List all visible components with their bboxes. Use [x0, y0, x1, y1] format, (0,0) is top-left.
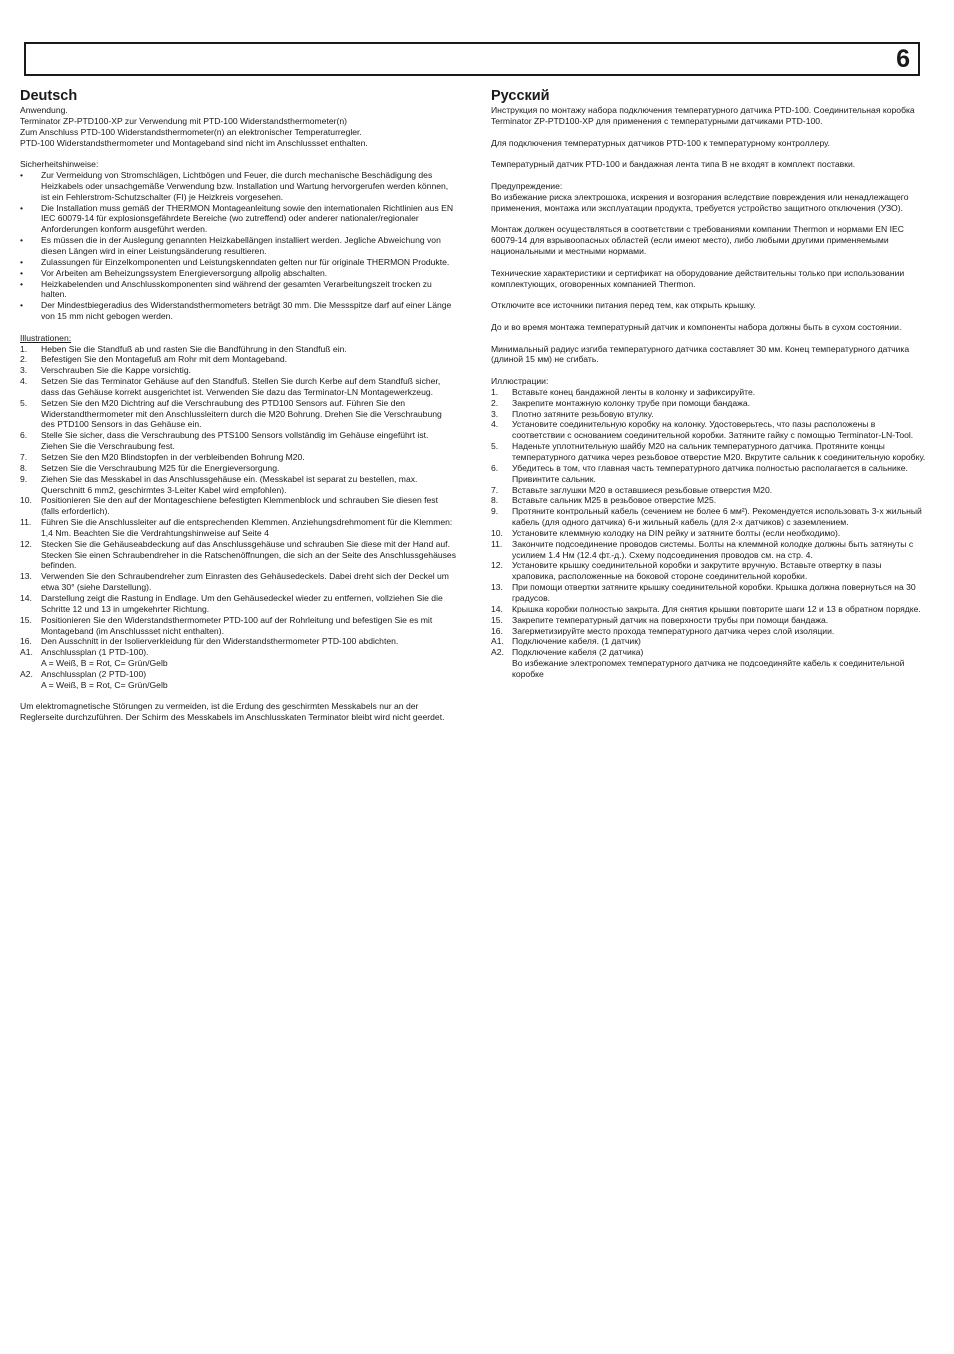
- list-text: Установите клеммную колодку на DIN рейку и затяните болты (если необходимо).: [512, 527, 841, 538]
- ru-paragraph: Монтаж должен осуществляться в соответствии с требованиями компании Thermon и нормами EN IEC 60079-14 для взрывоопасных областей (если имеют место), либо любыми другими применяемыми национальными и местными нормами.: [491, 224, 904, 256]
- ru-illustration-item: [491, 582, 927, 604]
- list-marker: 7.: [20, 452, 28, 462]
- list-marker: 1.: [20, 343, 28, 354]
- list-marker: 6.: [20, 430, 28, 441]
- illustration-item: [20, 593, 456, 615]
- list-marker: •: [20, 170, 24, 181]
- list-text: Подключение кабеля (2 датчика): [512, 647, 644, 658]
- list-text: Der Mindestbiegeradius des Widerstandsthermometers beträgt 30 mm. Die Messspitze darf auf einer Länge von 15 mm nicht gebogen werden.: [41, 300, 452, 322]
- list-text: Закончите подсоединение проводов системы. Болты на клеммной колодке должны быть затянуты с усилием 1.4 Нм (12.4 фт.-д.). Схему подсоединения проводов см. на стр. 4.: [512, 538, 914, 560]
- ru-illustration-item: [491, 539, 927, 561]
- safety-item: [20, 268, 456, 279]
- intro-line: Terminator ZP-PTD100-XP zur Verwendung mit PTD-100 Widerstandsthermometer(n): [20, 115, 347, 126]
- list-text: Ziehen Sie das Messkabel in das Anschlussgehäuse ein. (Messkabel ist separat zu bestellen, max. Querschnitt 6 mm2, geschirmtes 3-Leiter Kabel wird empfohlen).: [41, 473, 418, 495]
- list-text: Anschlussplan (1 PTD-100).: [41, 647, 149, 658]
- ru-paragraph: Предупреждение: Во избежание риска электрошока, искрения и возгорания вследствие повреждения или ненадлежащего применения, монтажа или эксплуатации продукта, требуется устройство защитного отключения (УЗО).: [491, 180, 909, 213]
- list-marker: •: [20, 267, 24, 278]
- list-text: Плотно затяните резьбовую втулку.: [512, 408, 654, 419]
- list-marker: 5.: [491, 441, 499, 452]
- illustration-item: [20, 539, 456, 572]
- safety-item: [20, 235, 456, 257]
- ru-illustration-item: [491, 615, 927, 626]
- illustration-item: [20, 463, 456, 474]
- list-text: Закрепите температурный датчик на поверхности трубы при помощи бандажа.: [512, 614, 829, 625]
- list-text: Den Ausschnitt in der Isolierverkleidung für den Widerstandsthermometer PTD-100 abdichten.: [41, 636, 399, 647]
- illustration-item: [20, 398, 456, 431]
- list-text: Positionieren Sie den auf der Montageschiene befestigten Klemmenblock und schrauben Sie diesen fest (falls erforderlich).: [41, 495, 438, 517]
- list-marker: 13.: [20, 571, 32, 582]
- page-number: 6: [896, 45, 910, 73]
- list-text: Setzen Sie die Verschraubung M25 für die Energieversorgung.: [41, 462, 280, 473]
- intro-line: PTD-100 Widerstandsthermometer und Montageband sind nicht im Anschlussset enthalten.: [20, 137, 368, 148]
- russian-column: [491, 87, 927, 680]
- safety-item: [20, 300, 456, 322]
- list-text: Heben Sie die Standfuß ab und rasten Sie die Bandführung in den Standfuß ein.: [41, 343, 347, 354]
- ru-paragraph: Отключите все источники питания перед тем, как открыть крышку.: [491, 300, 756, 311]
- list-marker: 11.: [20, 517, 32, 528]
- ru-illustration-item: [491, 495, 927, 506]
- safety-item: [20, 203, 456, 236]
- list-marker: 6.: [491, 462, 499, 473]
- list-text: Протяните контрольный кабель (сечением не более 6 мм²). Рекомендуется использовать 3-х жильный кабель (для одного датчика) 6-и жильный кабель (для 2-х датчиков) с заземлением.: [512, 506, 922, 528]
- list-text: Vor Arbeiten am Beheizungssystem Energieversorgung allpolig abschalten.: [41, 267, 328, 278]
- list-text: Setzen Sie den M20 Blindstopfen in der verbleibenden Bohrung M20.: [41, 452, 305, 462]
- ru-paragraph: Для подключения температурных датчиков PTD-100 к температурному контроллеру.: [491, 137, 830, 148]
- list-marker: 15.: [20, 614, 32, 625]
- safety-list: [20, 170, 456, 322]
- list-text: Stelle Sie sicher, dass die Verschraubung des PTS100 Sensors vollständig im Gehäuse eingeführt ist. Ziehen Sie die Verschraubung fest.: [41, 430, 429, 452]
- list-text: Во избежание электропомех температурного датчика не подсоединяйте кабель к соединительной коробке: [512, 658, 905, 679]
- page-header-box: [24, 42, 920, 76]
- list-text: Darstellung zeigt die Rastung in Endlage. Um den Gehäusedeckel wieder zu entfernen, vollziehen Sie die Schritte 12 und 13 in umgekehrter Richtung.: [41, 592, 443, 614]
- illustration-item: [20, 658, 456, 669]
- illustration-item: [20, 669, 456, 680]
- illustrations-heading: Illustrationen:: [20, 332, 72, 343]
- list-marker: 3.: [20, 365, 28, 376]
- list-marker: 9.: [20, 473, 28, 484]
- list-text: Вставьте заглушки M20 в оставшиеся резьбовые отверстия M20.: [512, 484, 773, 495]
- list-text: Setzen Sie das Terminator Gehäuse auf den Standfuß. Stellen Sie durch Kerbe auf dem Standfuß sicher, dass das Gehäuse korrekt ausgerichtet ist. Verwenden Sie dazu das Terminator-LN Montagewerkzeug.: [41, 376, 441, 397]
- list-marker: A1.: [20, 647, 33, 658]
- russian-title: Русский: [491, 88, 550, 104]
- list-text: Крышка коробки полностью закрыта. Для снятия крышки повторите шаги 12 и 13 в обратном порядке.: [512, 603, 921, 614]
- list-text: Setzen Sie den M20 Dichtring auf die Verschraubung des PTD100 Sensors auf. Führen Sie den Widerstandthermometer mit den Anschlussleitern durch die M20 Bohrung. Drehen Sie die Verschraubung des PTD100 Sensors in das Gehäuse ein.: [41, 397, 442, 430]
- ru-illustration-item: [491, 398, 927, 409]
- list-text: Zur Vermeidung von Stromschlägen, Lichtbögen und Feuer, die durch mechanische Beschädigung des Heizkabels oder unsachgemäße Verwendung bzw. Installation und Wartung hervorgerufen werden können, ist ein Fehlerstrom-Schutzschalter (FI) je Heizkreis vorgesehen.: [41, 170, 449, 202]
- list-marker: 16.: [20, 636, 32, 647]
- list-marker: 2.: [20, 354, 28, 365]
- ru-paragraph: До и во время монтажа температурный датчик и компоненты набора должны быть в сухом состоянии.: [491, 321, 902, 332]
- list-marker: 12.: [20, 538, 32, 549]
- list-marker: 13.: [491, 582, 503, 593]
- list-marker: 4.: [491, 419, 499, 430]
- list-marker: •: [20, 278, 24, 289]
- list-marker: 2.: [491, 397, 499, 408]
- list-marker: 10.: [491, 527, 503, 538]
- list-marker: 4.: [20, 376, 28, 387]
- list-marker: 1.: [491, 386, 499, 397]
- ru-illustration-item: [491, 658, 927, 680]
- illustration-item: [20, 365, 456, 376]
- ru-paragraph: Минимальный радиус изгиба температурного датчика составляет 30 мм. Конец температурного датчика (длиной 15 мм) не сгибать.: [491, 343, 910, 365]
- illustration-item: [20, 615, 456, 637]
- list-marker: 15.: [491, 614, 503, 625]
- list-text: Убедитесь в том, что главная часть температурного датчика полностью располагается в сальнике. Привинтите сальник.: [512, 462, 908, 484]
- list-text: Установите соединительную коробку на колонку. Удостоверьтесь, что пазы расположены в соответствии с основанием соединительной коробки. Затяните гайку с помощью Terminator-LN-Tool.: [512, 419, 914, 441]
- deutsch-column: [20, 87, 456, 723]
- illustrations-list: [20, 344, 456, 691]
- illustration-item: [20, 474, 456, 496]
- list-marker: 11.: [491, 538, 503, 549]
- list-text: Вставьте конец бандажной ленты в колонку и зафиксируйте.: [512, 386, 756, 397]
- ru-illustration-item: [491, 626, 927, 637]
- list-text: Закрепите монтажную колонку трубе при помощи бандажа.: [512, 397, 751, 408]
- list-text: Es müssen die in der Auslegung genannten Heizkabellängen installiert werden. Jegliche Abweichung von diesen Längen wird in einer Leistungsänderung resultieren.: [41, 235, 441, 256]
- safety-item: [20, 279, 456, 301]
- intro-heading: Anwendung.: [20, 105, 68, 115]
- list-marker: 16.: [491, 625, 503, 636]
- list-text: Befestigen Sie den Montagefuß am Rohr mit dem Montageband.: [41, 354, 288, 365]
- illustration-item: [20, 354, 456, 365]
- closing-note: Um elektromagnetische Störungen zu vermeiden, ist die Erdung des geschirmten Messkabels nur an der Reglerseite durchzuführen. Der Schirm des Messkabels im Anschlusskaten Terminator bleibt wird nicht geerdet.: [20, 701, 445, 723]
- list-marker: 8.: [20, 462, 28, 473]
- list-marker: [491, 658, 512, 680]
- list-marker: 3.: [491, 408, 499, 419]
- safety-item: [20, 170, 456, 203]
- list-marker: 5.: [20, 397, 28, 408]
- ru-illustrations-list: [491, 387, 927, 680]
- ru-illustrations-heading: Иллюстрации:: [491, 376, 549, 387]
- list-marker: 14.: [491, 603, 503, 614]
- list-text: Установите крышку соединительной коробки и закрутите вручную. Вставьте отвертку в пазы храповика, расположенные на боковой стороне соединительной коробки.: [512, 560, 882, 582]
- illustration-item: [20, 430, 456, 452]
- ru-illustration-item: [491, 419, 927, 441]
- illustration-item: [20, 376, 456, 398]
- list-text: Вставьте сальник M25 в резьбовое отверстие M25.: [512, 495, 717, 506]
- ru-paragraph: Инструкция по монтажу набора подключения температурного датчика PTD-100. Соединительная коробка Terminator ZP-PTD100-XP для применения с температурными датчиками PTD-100.: [491, 105, 915, 126]
- illustration-item: [20, 517, 456, 539]
- list-text: Heizkabelenden und Anschlusskomponenten sind während der gesamten Verarbeitungszeit trocken zu halten.: [41, 278, 432, 300]
- intro-line: Zum Anschluss PTD-100 Widerstandsthermometer(n) an elektronischer Temperaturregler.: [20, 126, 362, 137]
- list-text: Подключение кабеля. (1 датчик): [512, 636, 641, 647]
- safety-heading: Sicherheitshinweise:: [20, 159, 99, 170]
- illustration-item: [20, 452, 456, 463]
- ru-illustration-item: [491, 463, 927, 485]
- list-text: Führen Sie die Anschlussleiter auf die entsprechenden Klemmen. Anziehungsdrehmoment für die Klemmen: 1,4 Nm. Beachten Sie die Verdrahtungshinweise auf Seite 4: [41, 517, 453, 538]
- ru-illustration-item: [491, 647, 927, 658]
- list-text: Наденьте уплотнительную шайбу M20 на сальник температурного датчика. Протяните концы температурного датчика через резьбовое отверстие M20. Вкрутите сальник к соединительную коробку.: [512, 441, 926, 462]
- list-text: A = Weiß, B = Rot, C= Grün/Gelb: [41, 679, 168, 690]
- illustration-item: [20, 680, 456, 691]
- ru-illustration-item: [491, 387, 927, 398]
- list-text: A = Weiß, B = Rot, C= Grün/Gelb: [41, 658, 168, 669]
- list-text: Positionieren Sie den Widerstandsthermometer PTD-100 auf der Rohrleitung und befestigen Sie es mit Montageband (im Anschlussset nicht enthalten).: [41, 614, 433, 636]
- list-marker: 12.: [491, 560, 503, 571]
- list-marker: •: [20, 202, 24, 213]
- russian-paragraphs: [491, 105, 927, 365]
- list-text: Stecken Sie die Gehäuseabdeckung auf das Anschlussgehäuse und schrauben Sie diese mit der Hand auf. Stecken Sie einen Schraubendreher in die Ratschenöffnungen, die sich an der Seite des Anschlussgehäuses befinden.: [41, 538, 457, 571]
- list-marker: [20, 658, 41, 669]
- ru-paragraph: Технические характеристики и сертификат на оборудование действительны только при использовании комплектующих, оговоренных компанией Thermon.: [491, 267, 905, 289]
- list-marker: 9.: [491, 506, 499, 517]
- ru-illustration-item: [491, 560, 927, 582]
- ru-illustration-item: [491, 506, 927, 528]
- list-marker: A2.: [20, 668, 33, 679]
- list-marker: •: [20, 235, 24, 246]
- list-marker: •: [20, 300, 24, 311]
- list-text: Zulassungen für Einzelkomponenten und Leistungskenndaten gelten nur für originale THERMON Produkte.: [41, 256, 450, 267]
- list-text: Verschrauben Sie die Kappe vorsichtig.: [41, 365, 192, 376]
- illustration-item: [20, 636, 456, 647]
- list-text: При помощи отвертки затяните крышку соединительной коробки. Крышка должна повернуться на 30 градусов.: [512, 582, 916, 603]
- list-marker: 10.: [20, 495, 32, 506]
- list-marker: 7.: [491, 484, 499, 495]
- list-text: Anschlussplan (2 PTD-100): [41, 668, 147, 679]
- list-marker: A2.: [491, 647, 504, 658]
- ru-illustration-item: [491, 528, 927, 539]
- ru-illustration-item: [491, 604, 927, 615]
- illustration-item: [20, 344, 456, 355]
- safety-item: [20, 257, 456, 268]
- list-text: Verwenden Sie den Schraubendreher zum Einrasten des Gehäusedeckels. Dabei dreht sich der Deckel um etwa 30° (siehe Darstellung).: [41, 571, 449, 593]
- list-marker: A1.: [491, 636, 504, 647]
- list-marker: [20, 680, 41, 691]
- illustration-item: [20, 571, 456, 593]
- deutsch-title: Deutsch: [20, 88, 78, 104]
- ru-illustration-item: [491, 636, 927, 647]
- ru-illustration-item: [491, 441, 927, 463]
- illustration-item: [20, 647, 456, 658]
- list-text: Die Installation muss gemäß der THERMON Montageanleitung sowie den internationalen Richtlinien aus EN IEC 60079-14 für explosionsgefährdete Bereiche (wo zutreffend) oder anderer nationaler/regionaler Anforderungen konform ausgeführt werden.: [41, 202, 454, 235]
- ru-illustration-item: [491, 409, 927, 420]
- list-marker: •: [20, 256, 24, 267]
- illustration-item: [20, 495, 456, 517]
- list-marker: 14.: [20, 592, 32, 603]
- list-marker: 8.: [491, 495, 499, 506]
- ru-illustration-item: [491, 485, 927, 496]
- ru-paragraph: Температурный датчик PTD-100 и бандажная лента типа B не входят в комплект поставки.: [491, 159, 856, 170]
- list-text: Загерметизируйте место прохода температурного датчика через слой изоляции.: [512, 625, 835, 636]
